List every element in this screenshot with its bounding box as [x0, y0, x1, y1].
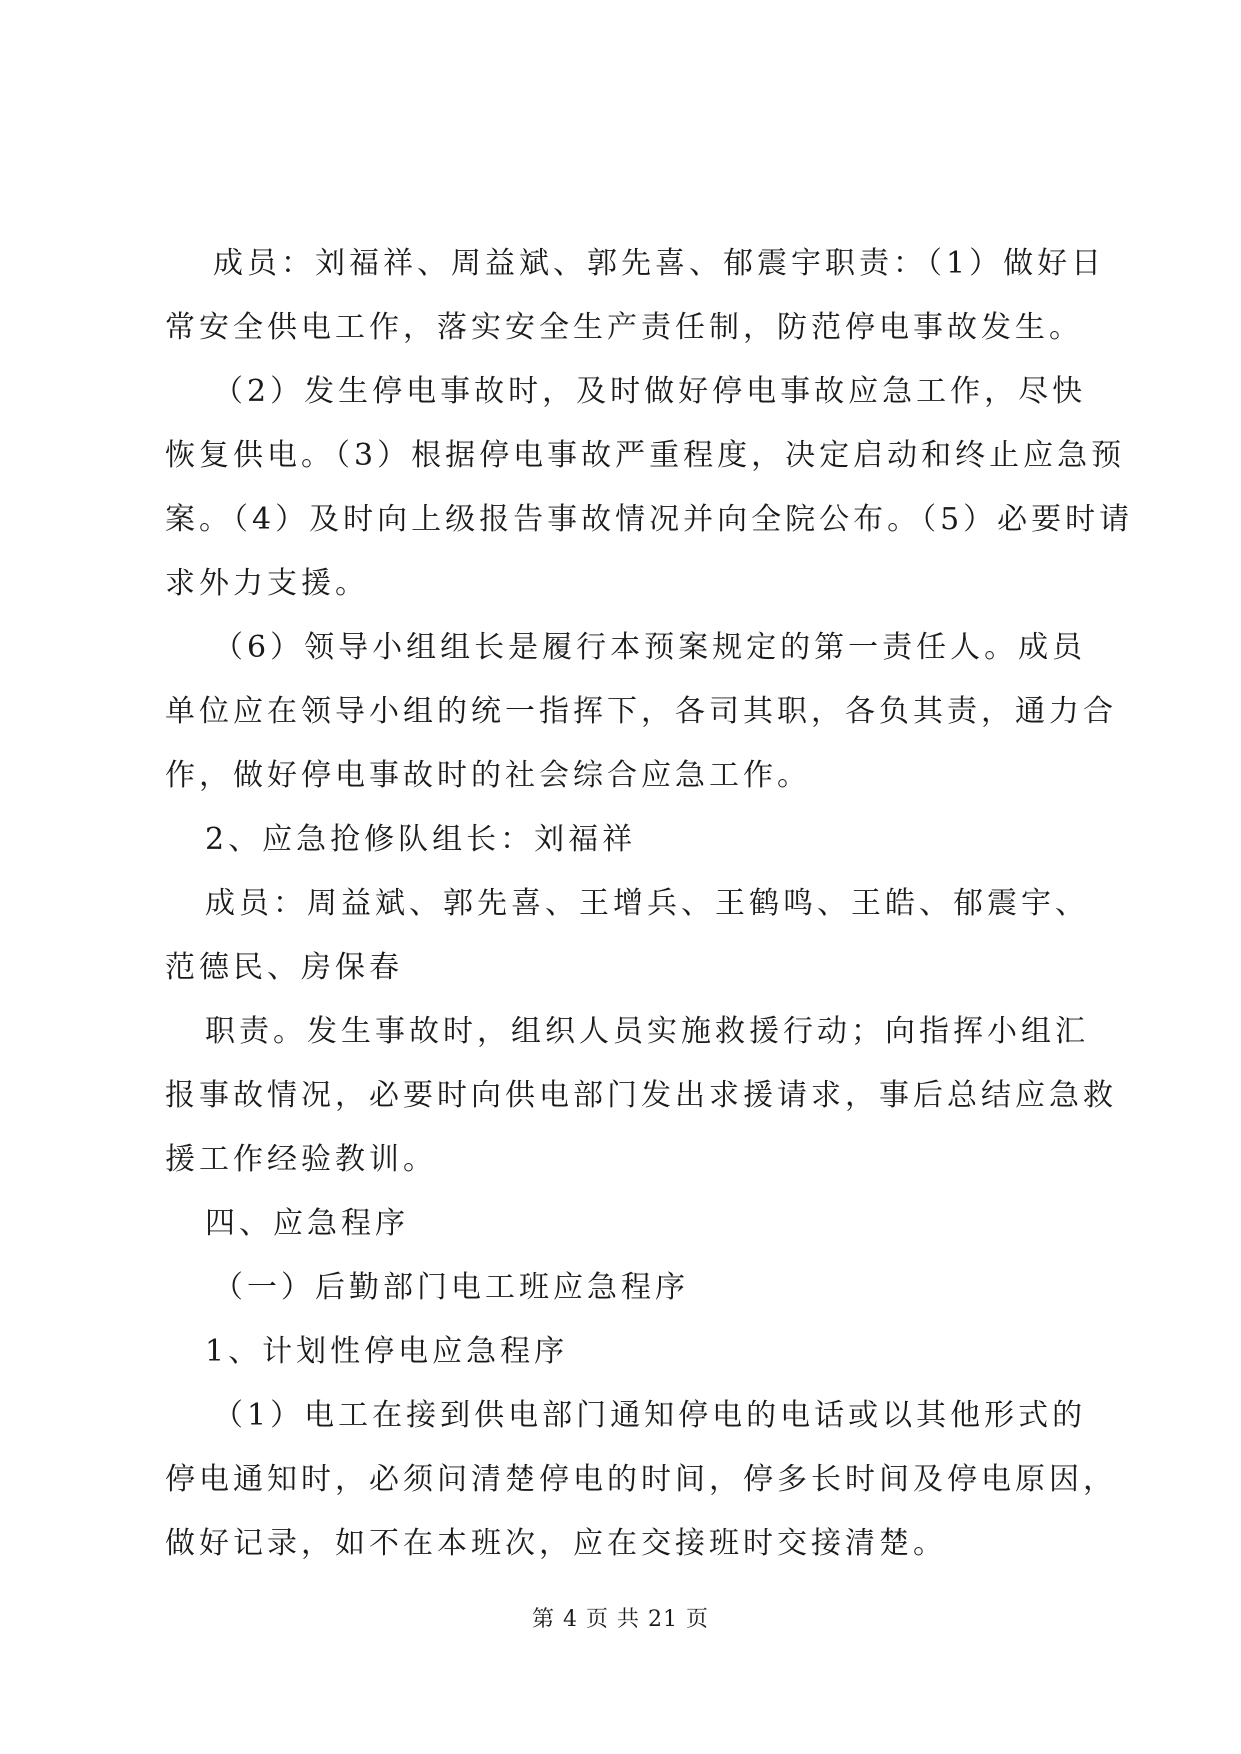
text-line: 2、应急抢修队组长：刘福祥 — [205, 822, 637, 857]
section-heading: 四、应急程序 — [205, 1206, 409, 1241]
text-line: 成员：刘福祥、周益斌、郭先喜、郁震宇职责：（1）做好日 — [213, 246, 1106, 281]
text-line: 范德民、房保春 — [165, 950, 403, 985]
subsection-heading: 1、计划性停电应急程序 — [205, 1334, 569, 1369]
text-line: 求外力支援。 — [165, 566, 369, 601]
text-line: 单位应在领导小组的统一指挥下，各司其职，各负其责，通力合 — [165, 694, 1117, 729]
text-line: 常安全供电工作，落实安全生产责任制，防范停电事故发生。 — [165, 310, 1083, 345]
text-line: 恢复供电。（3）根据停电事故严重程度，决定启动和终止应急预 — [165, 438, 1126, 473]
text-line: 作，做好停电事故时的社会综合应急工作。 — [165, 758, 811, 793]
subsection-heading: （一）后勤部门电工班应急程序 — [213, 1270, 689, 1305]
text-line: （6）领导小组组长是履行本预案规定的第一责任人。成员 — [213, 630, 1087, 665]
text-line: （2）发生停电事故时，及时做好停电事故应急工作，尽快 — [213, 374, 1087, 409]
page-number-footer: 第 4 页 共 21 页 — [532, 1607, 709, 1632]
text-line: 职责。发生事故时，组织人员实施救援行动；向指挥小组汇 — [205, 1014, 1089, 1049]
body-text — [165, 232, 1134, 1576]
text-line: （1）电工在接到供电部门通知停电的电话或以其他形式的 — [213, 1398, 1087, 1433]
text-line: 案。（4）及时向上级报告事故情况并向全院公布。（5）必要时请 — [165, 502, 1134, 537]
text-line: 停电通知时，必须问清楚停电的时间，停多长时间及停电原因， — [165, 1462, 1117, 1497]
text-line: 报事故情况，必要时向供电部门发出求援请求，事后总结应急救 — [165, 1078, 1117, 1113]
text-line: 援工作经验教训。 — [165, 1142, 437, 1177]
text-line: 做好记录，如不在本班次，应在交接班时交接清楚。 — [165, 1526, 947, 1561]
text-line: 成员：周益斌、郭先喜、王增兵、王鹤鸣、王皓、郁震宇、 — [205, 886, 1089, 921]
